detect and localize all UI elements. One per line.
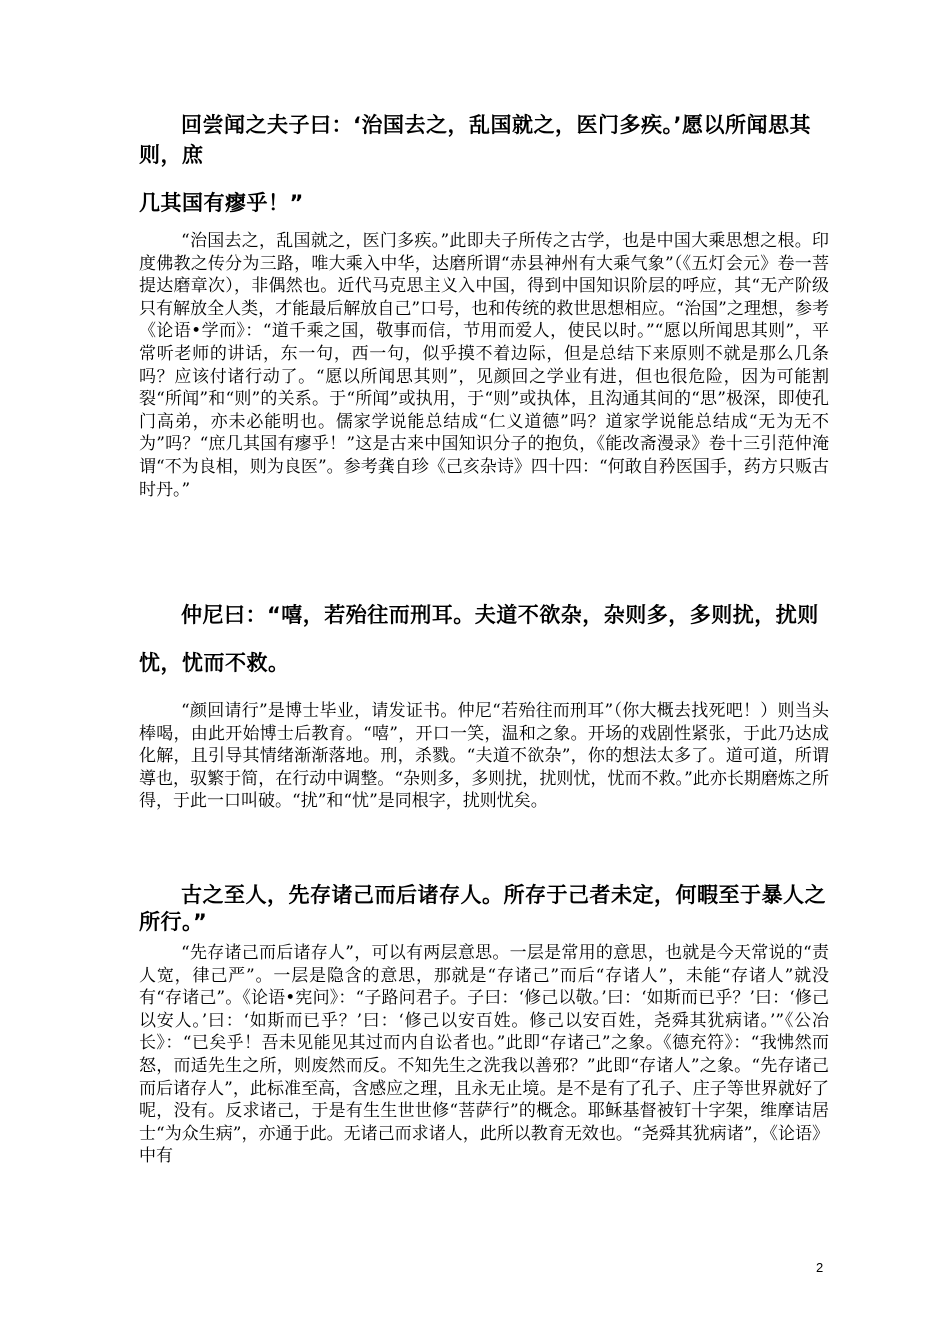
page-number: 2 — [816, 1260, 824, 1275]
quote-heading: 回尝闻之夫子曰：‘治国去之，乱国就之，医门多疾。’愿以所闻思其则，庶 — [139, 113, 811, 167]
section-2 — [139, 600, 829, 813]
quote-heading: 仲尼曰：“嘻，若殆往而刑耳。夫道不欲杂，杂则多，多则扰，扰则 — [181, 603, 819, 627]
quote-heading-continuation: 忧，忧而不救。 — [139, 651, 290, 675]
commentary-paragraph: “治国去之，乱国就之，医门多疾。”此即夫子所传之古学，也是中国大乘思想之根。印度佛教之传分为三路，唯大乘入中华，达磨所谓“赤县神州有大乘气象”（《五灯会元》卷一菩提达磨章次），非偶然也。近代马克思主义入中国，得到中国知识阶层的呼应，其“无产阶级只有解放全人类，才能最后解放自己”口号，也和传统的救世思想相应。“治国”之理想，参考《论语•学而》：“道千乘之国，敬事而信，节用而爱人，使民以时。”“愿以所闻思其则”，平常听老师的讲话，东一句，西一句，似乎摸不着边际，但是总结下来原则不就是那么几条吗？应该付诸行动了。“愿以所闻思其则”，见颜回之学业有进，但也很危险，因为可能割裂“所闻”和“则”的关系。于“所闻”或执用，于“则”或执体，且沟通其间的“思”极深，即使孔门高弟，亦未必能明也。儒家学说能总结成“仁义道德”吗？道家学说能总结成“无为无不为”吗？“庶几其国有瘳乎！”这是古来中国知识分子的抱负，《能改斋漫录》卷十三引范仲淹谓“不为良相，则为良医”。参考龚自珍《己亥杂诗》四十四：“何敢自矜医国手，药方只贩古时丹。” — [139, 231, 829, 500]
quote-heading: 古之至人，先存诸己而后诸存人。所存于己者未定，何暇至于暴人之所行。” — [139, 883, 826, 934]
commentary-paragraph: “先存诸己而后诸存人”，可以有两层意思。一层是常用的意思，也就是今天常说的“责人宽，律己严”。一层是隐含的意思，那就是“存诸己”而后“存诸人”，未能“存诸人”就没有“存诸己”。《论语•宪问》：“子路问君子。子曰：‘修己以敬。’曰：‘如斯而已乎？’曰：‘修己以安人。’曰：‘如斯而已乎？’曰：‘修己以安百姓。修己以安百姓，尧舜其犹病诸。’”《公冶长》：“已矣乎！吾未见能见其过而内自讼者也。”此即“存诸己”之象。《德充符》：“我怫然而怒，而适先生之所，则废然而反。不知先生之洗我以善邪？”此即“存诸人”之象。“先存诸己而后诸存人”，此标准至高，含感应之理，且永无止境。是不是有了孔子、庄子等世界就好了呢，没有。反求诸己，于是有生生世世修“菩萨行”的概念。耶稣基督被钉十字架，维摩诘居士“为众生病”，亦通于此。无诸己而求诸人，此所以教育无效也。“尧舜其犹病诸”，《论语》中有 — [139, 943, 829, 1167]
commentary-paragraph: “颜回请行”是博士毕业，请发证书。仲尼“若殆往而刑耳”（你大概去找死吧！）则当头棒喝，由此开始博士后教育。“嘻”，开口一笑，温和之象。开场的戏剧性紧张，于此乃达成化解，且引导其情绪渐渐落地。刑，杀戮。“夫道不欲杂”，你的想法太多了。道可道，所谓導也，驭繁于简，在行动中调整。“杂则多，多则扰，扰则忧，忧而不救。”此亦长期磨炼之所得，于此一口叫破。“扰”和“忧”是同根字，扰则忧矣。 — [139, 701, 829, 812]
section-1 — [139, 110, 829, 501]
quote-heading-continuation: 几其国有瘳乎！” — [139, 191, 304, 215]
section-3 — [139, 882, 829, 1168]
